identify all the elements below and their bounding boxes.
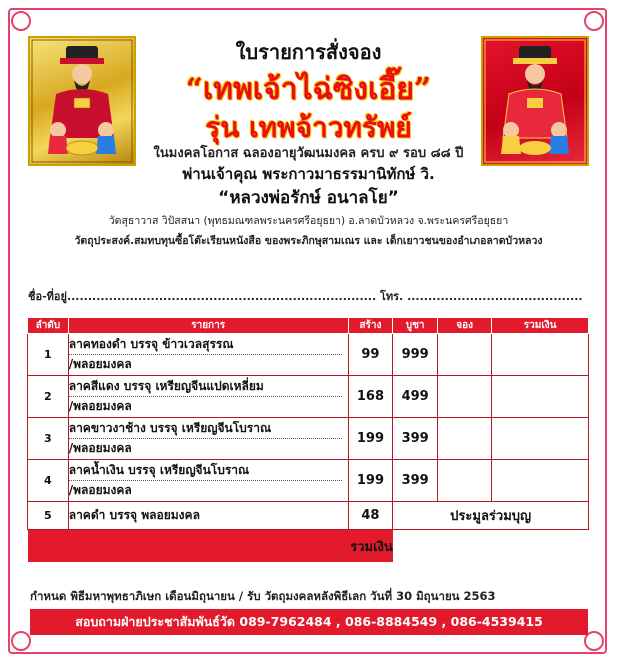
item-text: /พลอยมงคล: [68, 399, 132, 413]
item-text: ลาคดำ บรรจุ พลอยมงคล: [68, 508, 200, 522]
row-made: 199: [348, 418, 393, 460]
item-text: ลาคทองดำ บรรจุ ข้าวเวลสุรรณ: [69, 335, 342, 355]
order-table: [27, 317, 589, 562]
table-row: [28, 502, 589, 530]
col-header-item: รายการ: [68, 318, 348, 334]
row-reserve-cell[interactable]: [437, 334, 491, 376]
row-item: [68, 376, 348, 418]
table-row: [28, 376, 589, 418]
table-row: [28, 334, 589, 376]
col-header-reserve: จอง: [437, 318, 491, 334]
table-header-row: [28, 318, 589, 334]
col-header-made: สร้าง: [348, 318, 393, 334]
row-made: 168: [348, 376, 393, 418]
row-price: 499: [393, 376, 438, 418]
item-text: /พลอยมงคล: [68, 441, 132, 455]
row-made: 99: [348, 334, 393, 376]
row-made: 48: [348, 502, 393, 530]
table-row: [28, 418, 589, 460]
row-total-cell[interactable]: [492, 376, 589, 418]
row-item: [68, 418, 348, 460]
row-no: 3: [28, 418, 69, 460]
row-no: 2: [28, 376, 69, 418]
row-total-cell[interactable]: [492, 418, 589, 460]
row-reserve-cell[interactable]: [437, 418, 491, 460]
table-row: [28, 460, 589, 502]
item-text: /พลอยมงคล: [68, 483, 132, 497]
corner-ornament: [584, 11, 604, 31]
monk-name: “หลวงพ่อรักษ์ อนาลโย”: [218, 188, 399, 208]
item-text: ลาคสีแดง บรรจุ เหรียญจีนแปดเหลี่ยม: [69, 377, 342, 397]
amulet-series: รุ่น เทพจ้าวทรัพย์: [205, 111, 412, 144]
row-reserve-cell[interactable]: [437, 460, 491, 502]
item-text: ลาคน้ำเงิน บรรจุ เหรียญจีนโบราณ: [69, 461, 342, 481]
col-header-no: ลำดับ: [28, 318, 69, 334]
purpose-text: วัตถุประสงค์.สมทบทุนซื้อโต๊ะเรียนหนังสือ ของพระภิกษุสามเณร และ เด็กเยาวชนของอำเภอลาดบัวหลวง: [74, 235, 543, 247]
auction-note: ประมูลร่วมบุญ: [393, 502, 589, 530]
total-label: รวมเงิน: [28, 530, 393, 563]
row-no: 4: [28, 460, 69, 502]
row-total-cell[interactable]: [492, 460, 589, 502]
row-reserve-cell[interactable]: [437, 376, 491, 418]
item-text: ลาคขาวงาช้าง บรรจุ เหรียญจีนโบราณ: [69, 419, 342, 439]
occasion-text: ในมงคลโอกาส ฉลองอายุวัฒนมงคล ครบ ๙ รอบ ๘๘ ปี: [153, 146, 464, 161]
row-price: 399: [393, 418, 438, 460]
row-item: [68, 460, 348, 502]
contact-field[interactable]: ชื่อ-ที่อยู่.......................................................................... โทร. ..........................................: [28, 290, 583, 303]
corner-ornament: [11, 11, 31, 31]
row-total-cell[interactable]: [492, 334, 589, 376]
total-row: [28, 530, 589, 563]
row-price: 999: [393, 334, 438, 376]
grand-total-cell[interactable]: [393, 530, 589, 563]
temple-address: วัดสุธาวาส วิปัสสนา (พุทธมณฑลพระนครศรีอยุธยา) อ.ลาดบัวหลวง จ.พระนครศรีอยุธยา: [108, 215, 509, 227]
row-item: [68, 334, 348, 376]
row-item: [68, 502, 348, 530]
document-heading: ใบรายการสั่งจอง: [235, 40, 382, 64]
contact-phones-banner: สอบถามฝ่ายประชาสัมพันธ์วัด 089-7962484 , 086-8884549 , 086-4539415: [30, 609, 588, 635]
row-price: 399: [393, 460, 438, 502]
col-header-total: รวมเงิน: [492, 318, 589, 334]
corner-ornament: [11, 631, 31, 651]
monk-title: พ่านเจ้าคุณ พระกาวมาธรรมานิทักษ์ วิ.: [182, 165, 435, 183]
row-no: 1: [28, 334, 69, 376]
amulet-title: “เทพเจ้าไฉ่ซิงเอี๊ย”: [185, 72, 432, 107]
item-text: /พลอยมงคล: [68, 357, 132, 371]
row-no: 5: [28, 502, 69, 530]
col-header-price: บูชา: [393, 318, 438, 334]
ceremony-schedule: กำหนด พิธีมหาพุทธาภิเษก เดือนมิถุนายน / รับ วัตถุมงคลหลังพิธีเลก วันที่ 30 มิถุนายน 2563: [30, 589, 496, 603]
row-made: 199: [348, 460, 393, 502]
